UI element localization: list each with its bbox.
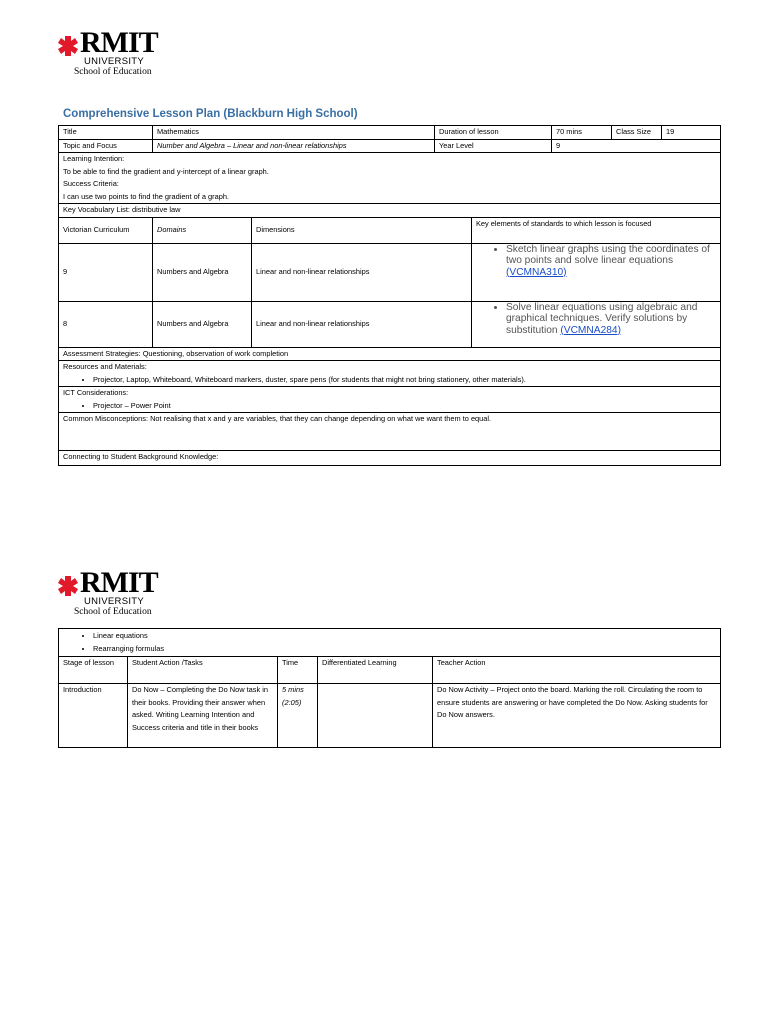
differentiated-header: Differentiated Learning [318,657,433,684]
key-vocabulary: Key Vocabulary List: distributive law [59,204,721,218]
learning-intention-label: Learning Intention: [63,154,125,163]
curriculum-level: 8 [59,301,153,347]
common-misconceptions: Common Misconceptions: Not realising that x and y are variables, that they can change depending on what we want them to equal. [59,413,721,451]
focus-item: • Rearranging formulas [93,643,716,656]
curriculum-code-link[interactable]: (VCMNA284) [560,324,621,336]
ict-label: ICT Considerations: [63,388,129,397]
rmit-star-icon [58,576,78,596]
learning-intention-section [59,153,721,204]
logo-school: School of Education [74,607,152,617]
lesson-sequence-table [58,628,721,748]
focus-item: • Linear equations [93,630,716,643]
logo-wordmark: RMIT [80,26,158,59]
time-detail: (2:05) [282,697,302,707]
lesson-plan-table [58,125,721,466]
key-elements-header: Key elements of standards to which lesson is focused [472,217,721,243]
key-element-text: Solve linear equations using algebraic and graphical techniques. Verify solutions by substitution [506,301,698,336]
assessment-strategies: Assessment Strategies: Questioning, observation of work completion [59,347,721,361]
class-size-value: 19 [662,126,721,140]
title-value: Mathematics [153,126,435,140]
student-action-cell: Do Now – Completing the Do Now task in their books. Providing their answer when asked. Writing Learning Intention and Success criteria and title in their books [128,684,278,748]
dimensions-header: Dimensions [252,217,472,243]
success-criteria-text: I can use two points to find the gradient of a graph. [63,191,229,201]
stage-header: Stage of lesson [59,657,128,684]
logo-school: School of Education [74,67,152,77]
curriculum-level: 9 [59,243,153,301]
curriculum-header: Victorian Curriculum [59,217,153,243]
curriculum-dimension: Linear and non-linear relationships [252,243,472,301]
key-element-cell [472,243,721,301]
resources-item: • Projector, Laptop, Whiteboard, Whiteboard markers, duster, spare pens (for students that might not bring stationery, other materials). [93,374,716,387]
success-criteria-label: Success Criteria: [63,179,119,188]
year-label: Year Level [435,139,552,153]
resources-label: Resources and Materials: [63,362,147,371]
curriculum-domain: Numbers and Algebra [153,243,252,301]
time-value: 5 mins [282,685,304,694]
logo-university: UNIVERSITY [84,596,145,607]
key-element-item [506,244,716,279]
curriculum-domain: Numbers and Algebra [153,301,252,347]
year-value: 9 [552,139,721,153]
time-header: Time [278,657,318,684]
rmit-star-icon [58,36,78,56]
class-size-label: Class Size [612,126,662,140]
curriculum-code-link[interactable]: (VCMNA310) [506,266,567,278]
student-action-header: Student Action /Tasks [128,657,278,684]
duration-value: 70 mins [552,126,612,140]
time-cell [278,684,318,748]
topic-value: Number and Algebra – Linear and non-linear relationships [153,139,435,153]
key-element-cell [472,301,721,347]
learning-intention-text: To be able to find the gradient and y-intercept of a linear graph. [63,166,269,176]
curriculum-dimension: Linear and non-linear relationships [252,301,472,347]
stage-cell: Introduction [59,684,128,748]
resources-section [59,361,721,387]
logo-university: UNIVERSITY [84,56,145,67]
ict-section [59,387,721,413]
domains-header: Domains [153,217,252,243]
teacher-action-header: Teacher Action [433,657,721,684]
key-element-item [506,302,716,337]
page-title: Comprehensive Lesson Plan (Blackburn High School) [63,108,358,120]
logo-wordmark: RMIT [80,566,158,599]
title-label: Title [59,126,153,140]
key-element-text: Sketch linear graphs using the coordinates of two points and solve linear equations [506,243,710,266]
focus-bullets [59,629,721,657]
ict-item: • Projector – Power Point [93,400,716,413]
topic-label: Topic and Focus [59,139,153,153]
student-background: Connecting to Student Background Knowledge: [59,451,721,466]
duration-label: Duration of lesson [435,126,552,140]
differentiated-cell [318,684,433,748]
teacher-action-cell: Do Now Activity – Project onto the board. Marking the roll. Circulating the room to ensure students are answering or have completed the Do Now. Asking students for Do Now answers. [433,684,721,748]
